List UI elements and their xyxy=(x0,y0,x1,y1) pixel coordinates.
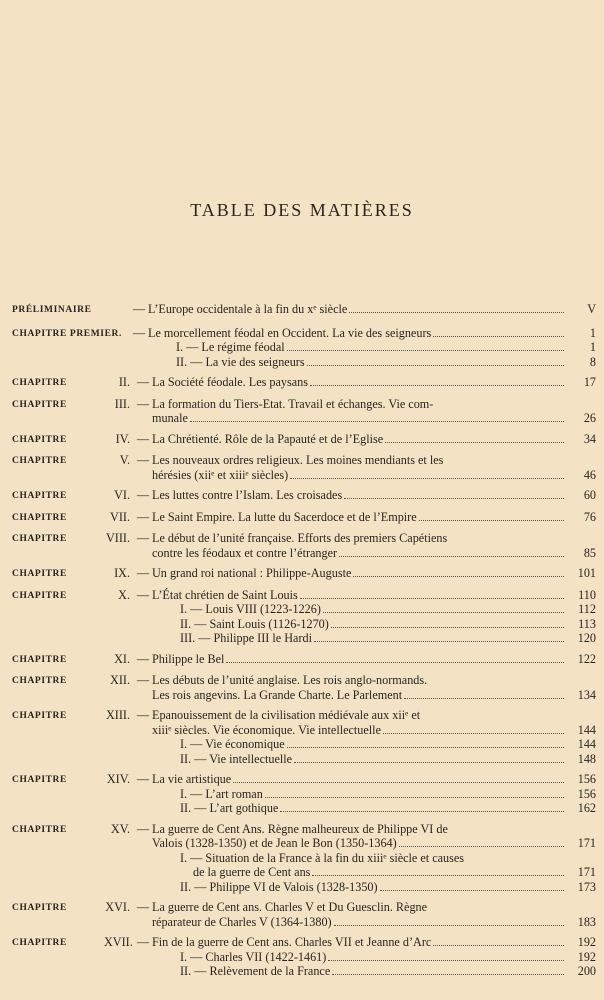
entry-text: II. — Saint Louis (1126-1270) xyxy=(180,616,329,631)
entry-text: réparateur de Charles V (1364-1380) xyxy=(152,914,332,929)
leader-dots xyxy=(280,811,564,812)
toc-subentry xyxy=(152,737,596,752)
page-number: 110 xyxy=(578,587,596,602)
chapter-label: CHAPITRE xyxy=(12,534,67,544)
entry-text: I. — Le régime féodal xyxy=(176,340,285,354)
toc-line xyxy=(152,566,596,581)
toc-line xyxy=(152,488,596,503)
leader-dots xyxy=(310,385,564,386)
dash-separator: — xyxy=(136,566,150,580)
chapter-number: XIV. xyxy=(106,772,130,786)
leader-dots xyxy=(328,960,564,961)
toc-entry xyxy=(12,375,596,391)
dash-separator: — xyxy=(136,587,150,602)
entry-text: III. — Philippe III le Hardi xyxy=(180,631,312,645)
chapter-label: CHAPITRE xyxy=(12,491,67,501)
toc-subentry xyxy=(152,880,596,895)
entry-text: La guerre de Cent ans. Charles V et Du Guesclin. Règne xyxy=(152,900,428,914)
page-number: 183 xyxy=(577,914,596,929)
page-number: 156 xyxy=(577,786,596,801)
chapter-number: VIII. xyxy=(105,531,130,545)
chapter-number: III. xyxy=(114,396,130,411)
page-number: 46 xyxy=(583,467,596,482)
dash-separator: — xyxy=(136,509,150,524)
leader-dots xyxy=(344,498,564,499)
entry-text: de la guerre de Cent ans xyxy=(193,865,311,879)
entry-text: Le début de l’unité française. Efforts des premiers Capétiens xyxy=(152,531,448,545)
toc-line xyxy=(152,673,596,688)
toc-line xyxy=(148,302,596,317)
entry-text: Le Saint Empire. La lutte du Sacerdoce et de l’Empire xyxy=(152,509,417,524)
page-number: 112 xyxy=(578,602,596,616)
leader-dots xyxy=(380,890,564,891)
entry-text: Le morcellement féodal en Occident. La vie des seigneurs xyxy=(148,325,432,340)
page-title: TABLE DES MATIÈRES xyxy=(190,200,414,220)
entry-text: xiiiᵉ siècles. Vie économique. Vie intellectuelle xyxy=(152,722,381,737)
toc-line xyxy=(152,531,596,546)
leader-dots xyxy=(399,846,564,847)
toc-entry xyxy=(12,772,596,816)
leader-dots xyxy=(385,442,564,443)
chapter-number: XII. xyxy=(110,673,130,687)
leader-dots xyxy=(433,336,564,337)
entry-text: L’État chrétien de Saint Louis xyxy=(152,587,298,602)
chapter-label: CHAPITRE xyxy=(12,569,67,579)
page-number: 200 xyxy=(577,964,596,978)
entry-text: I. — Louis VIII (1223-1226) xyxy=(180,602,321,616)
toc-line xyxy=(152,652,596,667)
chapter-number: XIII. xyxy=(105,708,130,722)
entry-text: II. — Relèvement de la France xyxy=(180,964,331,978)
toc-line xyxy=(152,397,596,412)
toc-line xyxy=(152,688,596,703)
toc-entry xyxy=(12,326,596,370)
dash-separator: — xyxy=(132,325,146,340)
entry-text: hérésies (xiiᵉ et xiiiᵉ siècles) xyxy=(152,467,289,482)
page-number: 148 xyxy=(577,751,596,766)
chapter-label: CHAPITRE xyxy=(12,512,67,523)
page-number: 156 xyxy=(577,772,596,786)
dash-separator: — xyxy=(136,396,150,411)
entry-text: La vie artistique xyxy=(152,772,232,786)
chapter-number: XVI. xyxy=(105,900,130,914)
entry-text: I. — Situation de la France à la fin du xiiiᵉ siècle et causes xyxy=(180,850,465,865)
chapter-number: X. xyxy=(118,587,130,602)
leader-dots xyxy=(233,782,564,783)
leader-dots xyxy=(331,627,564,628)
toc-line xyxy=(152,468,596,483)
entry-text: La guerre de Cent Ans. Règne malheureux de Philippe VI de xyxy=(152,821,448,836)
dash-separator: — xyxy=(136,375,150,389)
toc-line xyxy=(152,900,596,915)
leader-dots xyxy=(226,662,564,663)
entry-text: munale xyxy=(152,411,188,425)
dash-separator: — xyxy=(136,900,150,914)
chapter-number: IX. xyxy=(114,566,130,580)
page-number: 1 xyxy=(589,340,596,354)
toc-subentry xyxy=(152,631,596,646)
leader-dots xyxy=(323,612,564,613)
dash-separator: — xyxy=(136,651,150,666)
toc-line xyxy=(152,836,596,851)
dash-separator: — xyxy=(136,772,150,786)
dash-separator: — xyxy=(136,488,150,502)
page-number: V xyxy=(587,302,596,316)
toc-subentry xyxy=(152,950,596,965)
toc-line xyxy=(152,588,596,603)
toc-line xyxy=(152,453,596,468)
entry-text: Un grand roi national : Philippe-Auguste xyxy=(152,566,352,580)
chapter-number: II. xyxy=(118,375,130,389)
toc-entry xyxy=(12,652,596,668)
toc-entry xyxy=(12,588,596,646)
leader-dots xyxy=(312,875,564,876)
leader-dots xyxy=(334,925,564,926)
page-number: 113 xyxy=(578,616,596,631)
toc-line xyxy=(152,432,596,447)
chapter-label: CHAPITRE xyxy=(12,711,67,721)
page-number: 171 xyxy=(577,865,596,879)
entry-text: Les nouveaux ordres religieux. Les moines mendiants et les xyxy=(152,453,444,467)
leader-dots xyxy=(419,520,564,521)
dash-separator: — xyxy=(136,531,150,545)
chapter-label: CHAPITRE xyxy=(12,378,67,388)
toc-line xyxy=(152,375,596,390)
page-number: 192 xyxy=(577,935,596,949)
chapter-number: XI. xyxy=(114,651,130,666)
toc-entry xyxy=(12,432,596,448)
chapter-label: CHAPITRE xyxy=(12,590,67,601)
page-number: 144 xyxy=(577,722,596,737)
chapter-label: CHAPITRE xyxy=(12,938,67,948)
toc-entry xyxy=(12,935,596,979)
page-number: 76 xyxy=(583,509,596,524)
chapter-label: CHAPITRE xyxy=(12,654,67,665)
toc-subentry xyxy=(152,801,596,816)
toc-line xyxy=(152,935,596,950)
leader-dots xyxy=(349,312,564,313)
toc-subentry xyxy=(152,602,596,617)
page-number: 162 xyxy=(577,801,596,815)
toc-entry xyxy=(12,531,596,560)
chapter-number: XV. xyxy=(110,821,130,836)
toc-entry xyxy=(12,453,596,482)
toc-subentry xyxy=(152,617,596,632)
leader-dots xyxy=(287,350,564,351)
chapter-number: V. xyxy=(119,453,130,467)
table-of-contents xyxy=(12,302,596,979)
page-number: 34 xyxy=(583,431,596,446)
entry-text: I. — Vie économique xyxy=(180,737,285,751)
chapter-number: VII. xyxy=(110,509,130,524)
entry-text: Philippe le Bel xyxy=(152,651,225,666)
leader-dots xyxy=(404,698,564,699)
entry-text: La Chrétienté. Rôle de la Papauté et de l’Eglise xyxy=(152,431,384,446)
toc-line xyxy=(152,822,596,837)
toc-line xyxy=(152,708,596,723)
entry-text: La Société féodale. Les paysans xyxy=(152,375,309,389)
dash-separator: — xyxy=(132,302,146,316)
entry-text: II. — Philippe VI de Valois (1328-1350) xyxy=(180,879,378,894)
leader-dots xyxy=(300,598,564,599)
chapter-number: XVII. xyxy=(104,935,133,949)
page-number: 26 xyxy=(583,411,596,425)
toc-subentry xyxy=(152,787,596,802)
entry-text: Fin de la guerre de Cent ans. Charles VII et Jeanne d’Arc xyxy=(152,935,432,949)
chapter-number: IV. xyxy=(115,431,130,446)
entry-text: I. — L’art roman xyxy=(180,786,263,801)
toc-line xyxy=(152,772,596,787)
toc-line xyxy=(148,326,596,341)
leader-dots xyxy=(383,733,564,734)
toc-line xyxy=(152,915,596,930)
dash-separator: — xyxy=(136,431,150,446)
toc-subentry xyxy=(152,964,596,979)
toc-entry xyxy=(12,397,596,426)
entry-text: I. — Charles VII (1422-1461) xyxy=(180,949,327,964)
entry-text: Les débuts de l’unité anglaise. Les rois anglo-normands. xyxy=(152,673,428,687)
toc-subentry xyxy=(152,752,596,767)
dash-separator: — xyxy=(136,708,150,722)
entry-text: Les luttes contre l’Islam. Les croisades xyxy=(152,488,343,502)
toc-entry xyxy=(12,900,596,929)
entry-text: II. — L’art gothique xyxy=(180,801,279,815)
leader-dots xyxy=(314,641,564,642)
entry-text: La formation du Tiers-Etat. Travail et échanges. Vie com- xyxy=(152,396,434,411)
chapter-label: CHAPITRE xyxy=(12,676,67,686)
chapter-label: CHAPITRE xyxy=(12,903,67,913)
leader-dots xyxy=(433,945,564,946)
page-number: 17 xyxy=(583,375,596,389)
chapter-label: PRÉLIMINAIRE xyxy=(12,305,92,315)
page-number: 1 xyxy=(589,325,596,340)
chapter-number: VI. xyxy=(114,488,130,502)
entry-text: Epanouissement de la civilisation médiévale aux xiiᵉ et xyxy=(152,708,421,722)
page-number: 122 xyxy=(577,651,596,666)
leader-dots xyxy=(353,576,564,577)
toc-entry xyxy=(12,673,596,702)
page-number: 144 xyxy=(577,737,596,751)
leader-dots xyxy=(190,421,564,422)
toc-line xyxy=(152,411,596,426)
chapter-label: CHAPITRE xyxy=(12,399,67,410)
leader-dots xyxy=(307,365,564,366)
chapter-label: CHAPITRE xyxy=(12,456,67,466)
page-number: 8 xyxy=(589,354,596,369)
toc-entry xyxy=(12,822,596,895)
page-number: 171 xyxy=(577,836,596,850)
page-number: 134 xyxy=(577,687,596,702)
toc-subentry xyxy=(152,851,596,866)
dash-separator: — xyxy=(136,935,150,949)
toc-line xyxy=(152,510,596,525)
toc-entry xyxy=(12,488,596,504)
leader-dots xyxy=(332,974,564,975)
dash-separator: — xyxy=(136,453,150,467)
chapter-label: CHAPITRE xyxy=(12,434,67,445)
leader-dots xyxy=(287,747,564,748)
entry-text: L’Europe occidentale à la fin du xᵉ siècle xyxy=(148,302,348,316)
chapter-label: CHAPITRE PREMIER. xyxy=(12,328,122,339)
leader-dots xyxy=(265,797,564,798)
leader-dots xyxy=(290,478,564,479)
entry-text: II. — Vie intellectuelle xyxy=(180,751,293,766)
toc-entry xyxy=(12,510,596,526)
page-number: 101 xyxy=(577,566,596,580)
entry-text: II. — La vie des seigneurs xyxy=(176,354,305,369)
chapter-label: CHAPITRE xyxy=(12,775,67,785)
leader-dots xyxy=(294,762,564,763)
dash-separator: — xyxy=(136,673,150,687)
toc-entry xyxy=(12,708,596,766)
entry-text: Valois (1328-1350) et de Jean le Bon (1350-1364) xyxy=(152,836,397,850)
chapter-label: CHAPITRE xyxy=(12,824,67,835)
toc-subentry xyxy=(148,355,596,370)
toc-entry xyxy=(12,566,596,582)
toc-subentry xyxy=(152,865,596,880)
entry-text: Les rois angevins. La Grande Charte. Le Parlement xyxy=(152,687,403,702)
leader-dots xyxy=(339,556,564,557)
entry-text: contre les féodaux et contre l’étranger xyxy=(152,545,338,560)
toc-line xyxy=(152,723,596,738)
toc-subentry xyxy=(148,340,596,355)
page-number: 85 xyxy=(583,545,596,560)
page-number: 192 xyxy=(577,949,596,964)
page-number: 120 xyxy=(577,631,596,645)
page-number: 60 xyxy=(583,488,596,502)
toc-line xyxy=(152,546,596,561)
dash-separator: — xyxy=(136,821,150,836)
toc-entry xyxy=(12,302,596,318)
page-number: 173 xyxy=(577,879,596,894)
